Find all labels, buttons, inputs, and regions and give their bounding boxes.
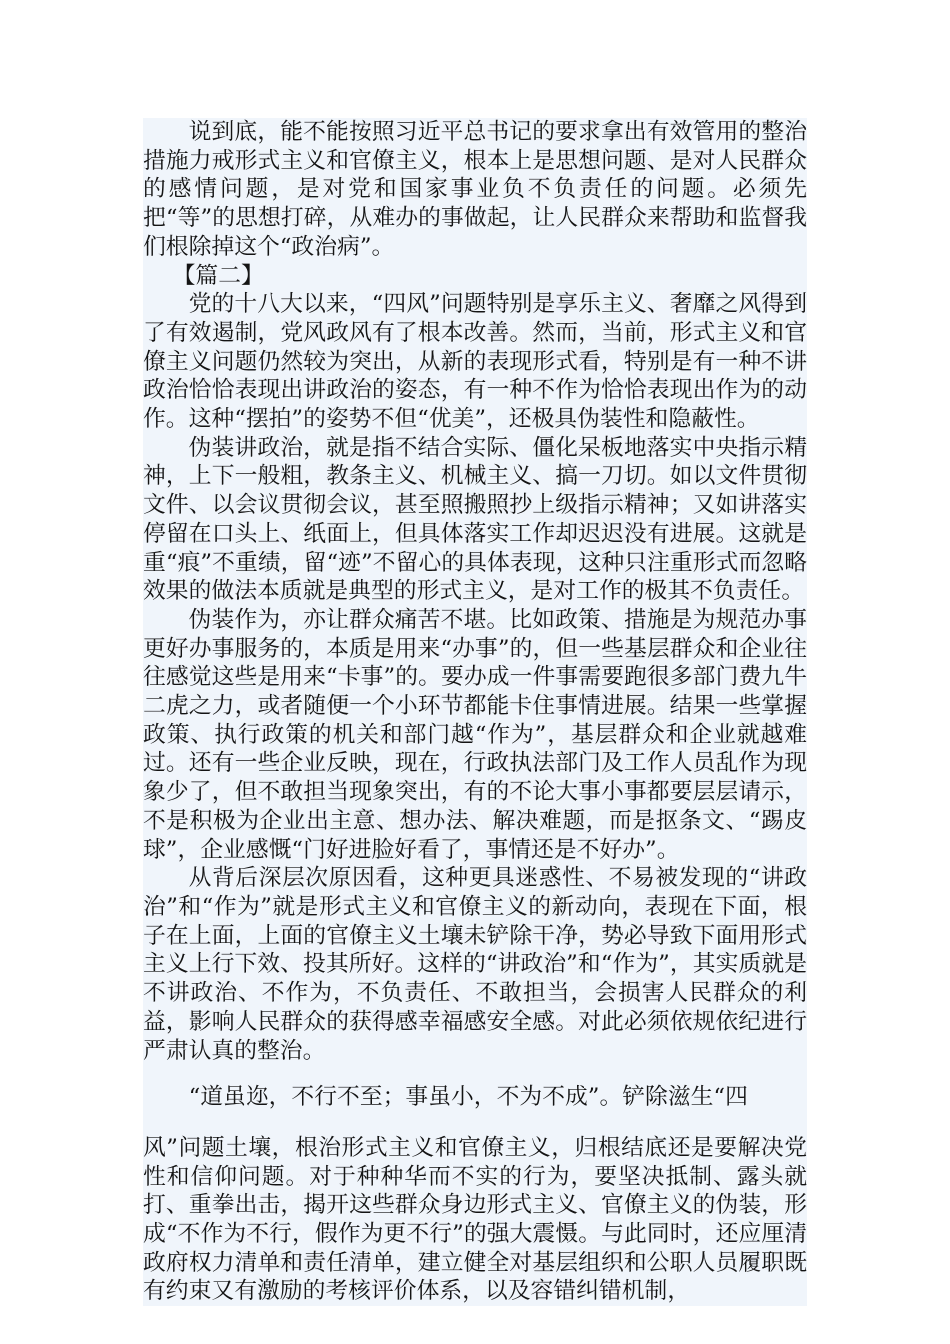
article-body <box>143 118 807 1306</box>
section-heading: 【篇二】 <box>172 262 264 289</box>
paragraph-remedy: 风”问题土壤，根治形式主义和官僚主义，归根结底还是要解决党性和信仰问题。对于种种华而不实的行为，要坚决抵制、露头就打、重拳出击，揭开这些群众身边形式主义、官僚主义的伪装，形成“不作为不行，假作为更不行”的强大震慑。与此同时，还应厘清政府权力清单和责任清单，建立健全对基层组织和公职人员履职既有约束又有激励的考核评价体系，以及容错纠错机制， <box>143 1134 807 1305</box>
paragraph-conclusion: 说到底，能不能按照习近平总书记的要求拿出有效管用的整治措施力戒形式主义和官僚主义，根本上是思想问题、是对人民群众的感情问题，是对党和国家事业负不负责任的问题。必须先把“等”的思想打碎，从难办的事做起，让人民群众来帮助和监督我们根除掉这个“政治病”。 <box>143 119 807 260</box>
paragraph-fake-politics: 伪装讲政治，就是指不结合实际、僵化呆板地落实中央指示精神，上下一般粗，教条主义、机械主义、搞一刀切。如以文件贯彻文件、以会议贯彻会议，甚至照搬照抄上级指示精神；又如讲落实停留在口头上、纸面上，但具体落实工作却迟迟没有进展。这就是重“痕”不重绩，留“迹”不留心的具体表现，这种只注重形式而忽略效果的做法本质就是典型的形式主义，是对工作的极其不负责任。 <box>143 434 807 605</box>
paragraph-fake-action: 伪装作为，亦让群众痛苦不堪。比如政策、措施是为规范办事更好办事服务的，本质是用来“办事”的，但一些基层群众和企业往往感觉这些是用来“卡事”的。要办成一件事需要跑很多部门费九牛二虎之力，或者随便一个小环节都能卡住事情进展。结果一些掌握政策、执行政策的机关和部门越“作为”，基层群众和企业就越难过。还有一些企业反映，现在，行政执法部门及工作人员乱作为现象少了，但不敢担当现象突出，有的不论大事小事都要层层请示，不是积极为企业出主意、想办法、解决难题，而是抠条文、“踢皮球”，企业感慨“门好进脸好看了，事情还是不好办”。 <box>143 606 807 863</box>
paragraph-quote-line: “道虽迩，不行不至；事虽小，不为不成”。铲除滋生“四 <box>188 1084 748 1111</box>
paragraph-intro: 党的十八大以来，“四风”问题特别是享乐主义、奢靡之风得到了有效遏制，党风政风有了根本改善。然而，当前，形式主义和官僚主义问题仍然较为突出，从新的表现形式看，特别是有一种不讲政治恰恰表现出讲政治的姿态，有一种不作为恰恰表现出作为的动作。这种“摆拍”的姿势不但“优美”，还极具伪装性和隐蔽性。 <box>143 291 807 433</box>
paragraph-root-cause: 从背后深层次原因看，这种更具迷惑性、不易被发现的“讲政治”和“作为”就是形式主义和官僚主义的新动向，表现在下面，根子在上面，上面的官僚主义土壤未铲除干净，势必导致下面用形式主义上行下效、投其所好。这样的“讲政治”和“作为”，其实质就是不讲政治、不作为，不负责任、不敢担当，会损害人民群众的利益，影响人民群众的获得感幸福感安全感。对此必须依规依纪进行严肃认真的整治。 <box>143 865 807 1064</box>
